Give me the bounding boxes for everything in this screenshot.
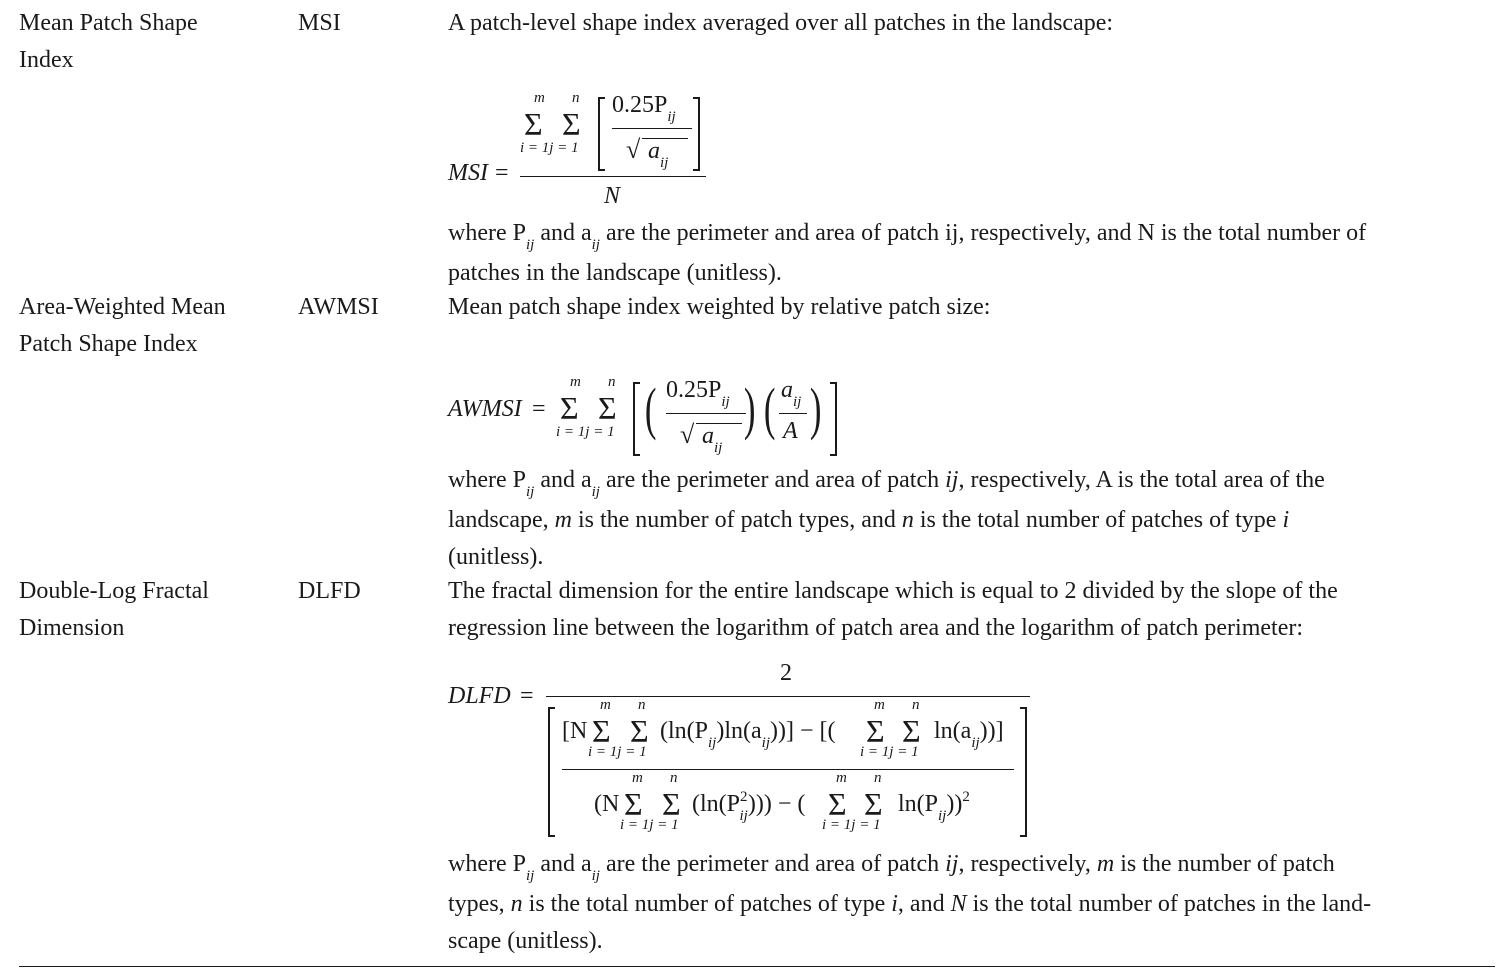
den-text: ln(P bbox=[898, 791, 939, 817]
where-text: , respectively, bbox=[958, 851, 1097, 877]
where-text: (unitless). bbox=[448, 544, 544, 570]
where-text: are the perimeter and area of patch ij, respectively, and N is the total number of bbox=[599, 220, 1367, 246]
description-line: regression line between the logarithm of patch area and the logarithm of patch perimeter: bbox=[448, 615, 1303, 641]
sigma-symbol: Σ bbox=[624, 786, 643, 822]
where-text: are the perimeter and area of patch bbox=[599, 851, 946, 877]
frac1-denominator bbox=[702, 423, 723, 456]
sum-lower-limits: i = 1j = 1 bbox=[520, 140, 579, 156]
table-bottom-rule bbox=[19, 966, 1495, 967]
metric-abbreviation: DLFD bbox=[298, 578, 361, 604]
where-italic: m bbox=[1096, 851, 1115, 877]
metric-description: A patch-level shape index averaged over all patches in the landscape: bbox=[448, 10, 1114, 36]
sigma-symbol: Σ bbox=[866, 713, 885, 749]
metric-name-line: Double-Log Fractal bbox=[19, 578, 209, 604]
sum-upper-n: n bbox=[572, 90, 580, 106]
sum-lower-limits: i = 1j = 1 bbox=[822, 817, 881, 833]
sigma-symbol: Σ bbox=[524, 106, 543, 142]
where-sub: ij bbox=[525, 868, 535, 884]
sigma-symbol: Σ bbox=[864, 786, 883, 822]
sum-upper-n: n bbox=[670, 770, 678, 786]
frac1-num-sub: ij bbox=[721, 394, 730, 410]
sigma-symbol: Σ bbox=[902, 713, 921, 749]
sum-lower-limits: i = 1j = 1 bbox=[588, 744, 647, 760]
formula-lhs: AWMSI bbox=[448, 396, 522, 422]
where-italic: ij bbox=[945, 851, 959, 877]
sum-upper-n: n bbox=[608, 374, 616, 390]
metric-name-line: Index bbox=[19, 47, 74, 73]
num-text: ))] − [( bbox=[770, 718, 836, 744]
sum-upper-m: m bbox=[632, 770, 643, 786]
formula-lhs: MSI bbox=[448, 160, 488, 186]
sigma-symbol: Σ bbox=[592, 713, 611, 749]
metric-abbreviation: MSI bbox=[298, 10, 341, 36]
left-bracket bbox=[633, 382, 640, 456]
sum-upper-n: n bbox=[638, 697, 646, 713]
sum-upper-m: m bbox=[570, 374, 581, 390]
sum-lower-limits: i = 1j = 1 bbox=[620, 817, 679, 833]
inner-numerator-part bbox=[934, 718, 1004, 751]
metric-name bbox=[19, 573, 209, 647]
frac2-num-sub: ij bbox=[793, 394, 802, 410]
where-text: scape (unitless). bbox=[448, 928, 603, 954]
numerator-sub: ij bbox=[667, 109, 676, 125]
where-text: and a bbox=[534, 220, 592, 246]
where-sub: ij bbox=[591, 237, 600, 253]
sqrt-var: a bbox=[648, 138, 660, 164]
denominator: N bbox=[604, 183, 621, 209]
formula-equals: = bbox=[495, 160, 509, 186]
where-text: is the total number of patches of type bbox=[522, 891, 892, 917]
metric-name-line: Patch Shape Index bbox=[19, 331, 198, 357]
where-text: types, bbox=[448, 891, 511, 917]
where-italic: i bbox=[891, 891, 898, 917]
formula-equals: = bbox=[520, 683, 534, 709]
where-sub: ij bbox=[591, 868, 600, 884]
where-text: where P bbox=[448, 220, 526, 246]
sigma-symbol: Σ bbox=[630, 713, 649, 749]
where-text: is the total number of patches in the land- bbox=[966, 891, 1372, 917]
metric-description: Mean patch shape index weighted by relative patch size: bbox=[448, 294, 991, 320]
metric-name bbox=[19, 5, 198, 79]
right-bracket bbox=[1020, 707, 1027, 837]
sigma-symbol: Σ bbox=[598, 390, 617, 426]
top-numerator: 2 bbox=[780, 660, 792, 686]
frac1-den-var: a bbox=[702, 423, 714, 449]
where-sub: ij bbox=[525, 237, 535, 253]
sqrt-symbol: √ bbox=[626, 135, 641, 164]
left-paren: ( bbox=[763, 376, 776, 441]
num-text: )ln(a bbox=[716, 718, 762, 744]
metric-name-line: Dimension bbox=[19, 615, 125, 641]
sigma-symbol: Σ bbox=[828, 786, 847, 822]
inner-numerator-part: [N bbox=[562, 718, 588, 744]
inner-fraction-bar bbox=[612, 128, 692, 129]
inner-numerator-part bbox=[660, 718, 836, 751]
num-sub: ij bbox=[708, 735, 717, 751]
sigma-symbol: Σ bbox=[560, 390, 579, 426]
den-text: (ln(P bbox=[692, 791, 740, 817]
right-bracket bbox=[693, 97, 700, 171]
description-line: The fractal dimension for the entire landscape which is equal to 2 divided by the slope of the bbox=[448, 578, 1338, 604]
where-italic: ij bbox=[945, 467, 959, 493]
where-text: and a bbox=[534, 467, 592, 493]
num-text: (ln(P bbox=[660, 718, 708, 744]
right-paren: ) bbox=[809, 376, 822, 441]
where-text: are the perimeter and area of patch bbox=[599, 467, 946, 493]
where-clause bbox=[448, 846, 1371, 960]
inner-numerator bbox=[612, 92, 676, 125]
frac2-bar bbox=[779, 413, 807, 414]
frac1-bar bbox=[666, 413, 746, 414]
sqrt-sub: ij bbox=[660, 155, 669, 171]
where-text: , and bbox=[897, 891, 951, 917]
sum-upper-m: m bbox=[874, 697, 885, 713]
where-sub: ij bbox=[591, 484, 600, 500]
den-sub: ij bbox=[739, 808, 748, 824]
sum-lower-limits: i = 1j = 1 bbox=[556, 424, 615, 440]
inner-denominator-part: (N bbox=[594, 791, 620, 817]
right-bracket bbox=[830, 382, 837, 456]
inner-fraction-bar bbox=[562, 769, 1014, 770]
where-text: where P bbox=[448, 467, 526, 493]
where-text: where P bbox=[448, 851, 526, 877]
frac1-den-sub: ij bbox=[714, 440, 723, 456]
where-italic: n bbox=[510, 891, 523, 917]
sum-lower-limits: i = 1j = 1 bbox=[860, 744, 919, 760]
where-text: and a bbox=[534, 851, 592, 877]
where-italic: n bbox=[901, 507, 914, 533]
main-fraction-bar bbox=[520, 176, 706, 177]
where-italic: m bbox=[554, 507, 572, 533]
den-sub: ij bbox=[938, 808, 947, 824]
den-text: )) bbox=[946, 791, 963, 817]
where-text: , respectively, A is the total area of the bbox=[958, 467, 1325, 493]
frac1-numerator bbox=[666, 377, 730, 410]
num-sub: ij bbox=[761, 735, 770, 751]
num-text: ))] bbox=[979, 718, 1004, 744]
frac1-num-text: 0.25P bbox=[666, 377, 722, 403]
metric-description bbox=[448, 573, 1338, 647]
where-italic: i bbox=[1282, 507, 1290, 533]
sum-upper-n: n bbox=[912, 697, 920, 713]
where-clause bbox=[448, 462, 1325, 576]
where-text: is the total number of patches of type bbox=[913, 507, 1283, 533]
metric-abbreviation: AWMSI bbox=[298, 294, 379, 320]
frac2-num-var: a bbox=[781, 377, 793, 403]
where-text: patches in the landscape (unitless). bbox=[448, 260, 782, 286]
metric-name-line: Mean Patch Shape bbox=[19, 10, 198, 36]
where-text: is the number of patch bbox=[1114, 851, 1335, 877]
where-italic: N bbox=[950, 891, 967, 917]
where-text: is the number of patch types, and bbox=[571, 507, 902, 533]
sqrt-content bbox=[648, 138, 669, 171]
right-paren: ) bbox=[743, 376, 756, 441]
numerator-text: 0.25P bbox=[612, 92, 668, 118]
inner-denominator-part bbox=[898, 789, 970, 824]
formula-equals: = bbox=[532, 396, 546, 422]
metric-name bbox=[19, 289, 226, 363]
frac2-numerator bbox=[781, 377, 802, 410]
formula-lhs: DLFD bbox=[448, 683, 511, 709]
den-sup: 2 bbox=[740, 789, 748, 805]
num-text: ln(a bbox=[934, 718, 972, 744]
left-bracket bbox=[548, 707, 555, 837]
sqrt-symbol: √ bbox=[680, 420, 695, 449]
frac2-denominator: A bbox=[783, 418, 798, 444]
main-fraction-bar bbox=[546, 696, 1030, 697]
sum-upper-n: n bbox=[874, 770, 882, 786]
den-sup: 2 bbox=[962, 789, 970, 805]
den-text: ))) − ( bbox=[747, 791, 806, 817]
where-clause bbox=[448, 215, 1366, 292]
num-sub: ij bbox=[971, 735, 980, 751]
where-text: landscape, bbox=[448, 507, 555, 533]
left-paren: ( bbox=[644, 376, 657, 441]
left-bracket bbox=[598, 97, 605, 171]
sum-upper-m: m bbox=[600, 697, 611, 713]
sum-upper-m: m bbox=[534, 90, 545, 106]
inner-denominator-part bbox=[692, 789, 806, 824]
sum-upper-m: m bbox=[836, 770, 847, 786]
metric-name-line: Area-Weighted Mean bbox=[19, 294, 226, 320]
where-sub: ij bbox=[525, 484, 535, 500]
sigma-symbol: Σ bbox=[562, 106, 581, 142]
sigma-symbol: Σ bbox=[662, 786, 681, 822]
